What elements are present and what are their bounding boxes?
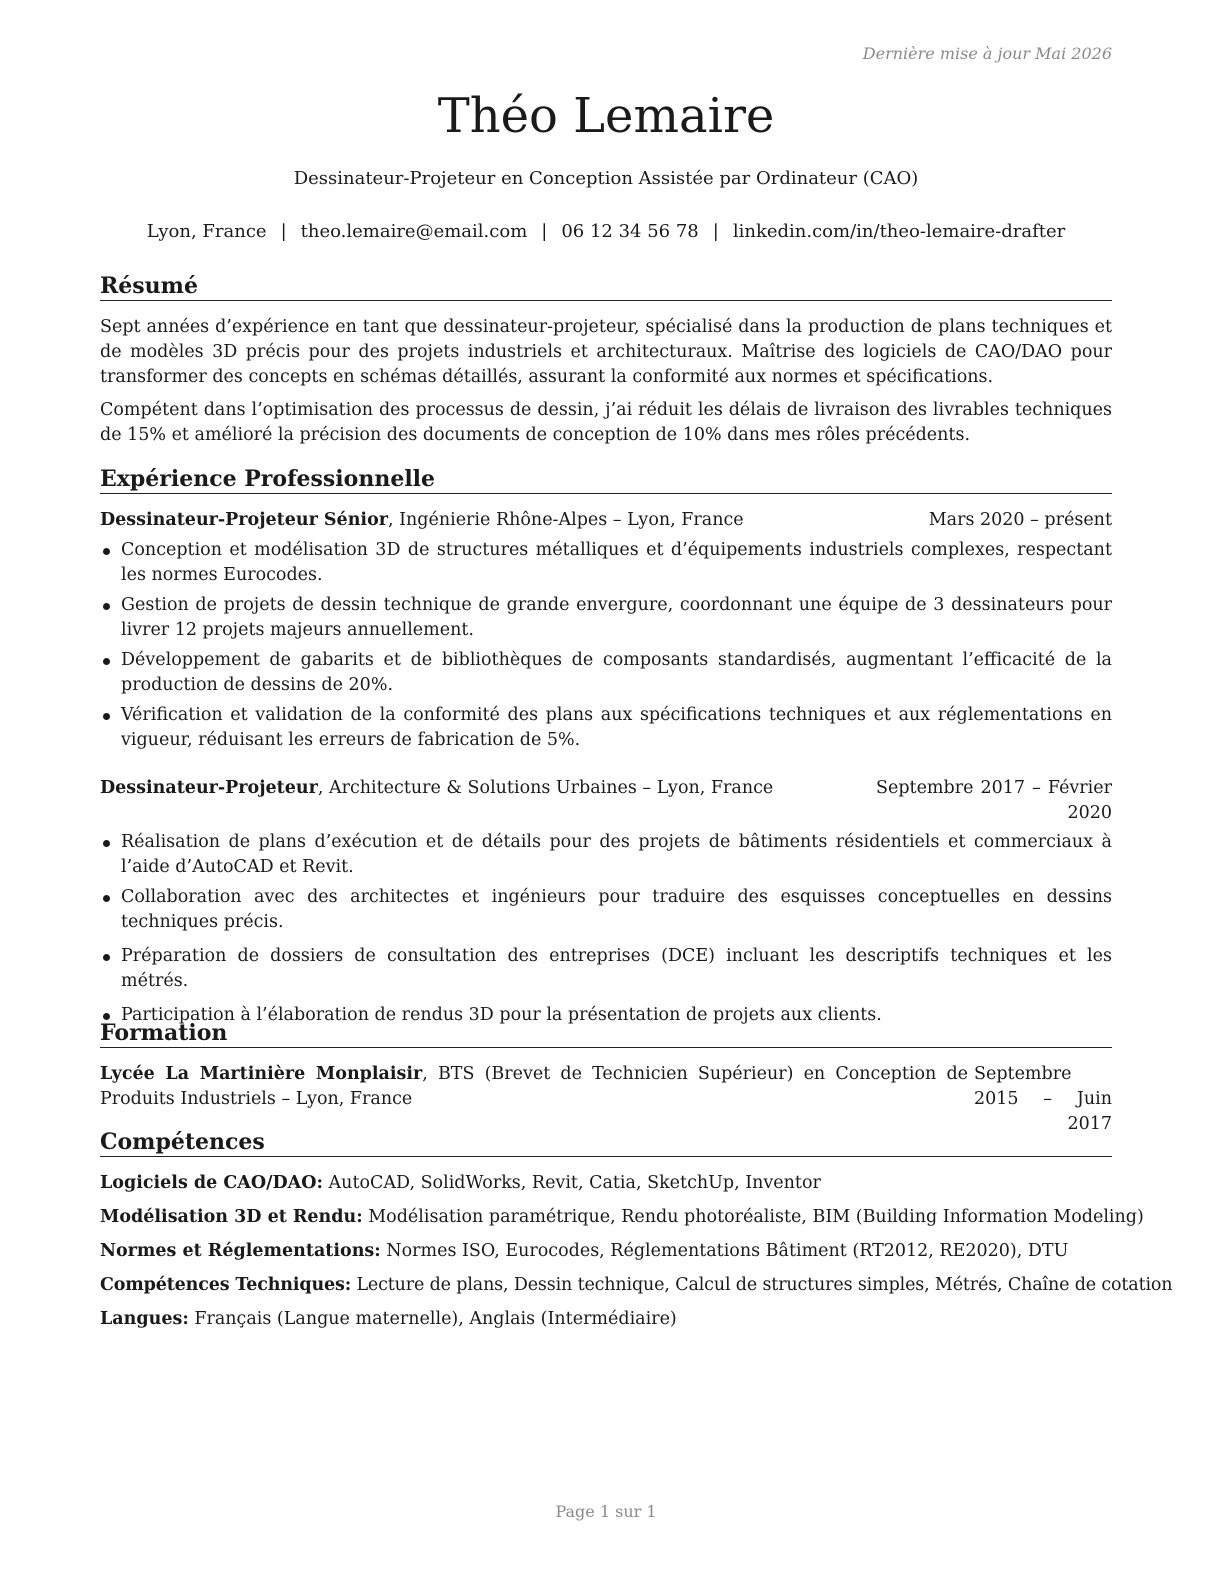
job-header [100,776,1112,826]
contact-email[interactable]: theo.lemaire@email.com [300,221,528,242]
job-company: , Architecture & Solutions Urbaines – Lyon, France [317,778,774,798]
skill-value: Modélisation paramétrique, Rendu photoréaliste, BIM (Building Information Modeling) [362,1207,1144,1227]
education-entry [100,1062,1112,1137]
page-number: Page 1 sur 1 [555,1502,657,1521]
contact-linkedin[interactable]: linkedin.com/in/theo-lemaire-drafter [732,221,1066,242]
job-title: Dessinateur-Projeteur [100,778,318,798]
job-bullets [100,538,1112,753]
list-item: Développement de gabarits et de bibliothèques de composants standardisés, augmentant l’efficacité de la production de dessins de 20%. [100,648,1112,698]
skill-row [100,1273,1173,1298]
education-dates: Septembre 2015 – Juin 2017 [974,1064,1112,1134]
skill-label: Modélisation 3D et Rendu: [100,1207,363,1227]
skill-row [100,1307,1112,1332]
contact-separator: | [712,221,719,242]
summary-paragraph: Compétent dans l’optimisation des processus de dessin, j’ai réduit les délais de livraison des livrables techniques de 15% et amélioré la précision des documents de conception de 10% dans mes rôles précédents. [100,400,1112,445]
list-item: Vérification et validation de la conformité des plans aux spécifications techniques et aux réglementations en vigueur, réduisant les erreurs de fabrication de 5%. [100,703,1112,753]
skill-row [100,1205,1144,1230]
job-title: Dessinateur-Projeteur Sénior [100,510,388,530]
skill-label: Logiciels de CAO/DAO: [100,1173,323,1193]
skill-label: Normes et Réglementations: [100,1241,381,1261]
contact-separator: | [541,221,548,242]
job-entry [100,776,1112,1028]
skill-value: Normes ISO, Eurocodes, Réglementations Bâtiment (RT2012, RE2020), DTU [380,1241,1069,1261]
skill-value: AutoCAD, SolidWorks, Revit, Catia, SketchUp, Inventor [322,1173,821,1193]
skills-heading: Compétences [100,1128,1112,1157]
candidate-name: Théo Lemaire [437,88,775,144]
job-entry [100,508,1112,753]
resume-page [100,0,1173,1584]
contact-location: Lyon, France [146,221,267,242]
job-dates: Septembre 2017 – Février 2020 [876,778,1112,823]
skill-row [100,1239,1112,1264]
education-section [100,1019,1112,1137]
job-dates: Mars 2020 – présent [928,510,1112,530]
last-updated: Dernière mise à jour Mai 2026 [862,44,1112,63]
skill-label: Langues: [100,1309,189,1329]
skill-label: Compétences Techniques: [100,1275,352,1295]
education-school: Lycée La Martinière Monplaisir [100,1064,423,1084]
contact-phone: 06 12 34 56 78 [561,221,699,242]
education-heading: Formation [100,1019,1112,1048]
experience-heading: Expérience Professionnelle [100,465,1112,494]
list-item: Participation à l’élaboration de rendus 3D pour la présentation de projets aux clients. [100,1003,1112,1028]
education-degree: , BTS (Brevet de Technicien Supérieur) en Conception de Produits Industriels – Lyon, France [100,1064,968,1109]
summary-section [100,272,1112,448]
list-item: Réalisation de plans d’exécution et de détails pour des projets de bâtiments résidentiels et commerciaux à l’aide d’AutoCAD et Revit. [100,830,1112,880]
skills-section [100,1128,1173,1332]
summary-heading: Résumé [100,272,1112,301]
skill-value: Français (Langue maternelle), Anglais (Intermédiaire) [188,1309,677,1329]
job-header [100,508,1112,533]
list-item: Gestion de projets de dessin technique de grande envergure, coordonnant une équipe de 3 dessinateurs pour livrer 12 projets majeurs annuellement. [100,593,1112,643]
experience-section [100,465,1112,1028]
list-item: Collaboration avec des architectes et ingénieurs pour traduire des esquisses conceptuelles en dessins techniques précis. [100,885,1112,935]
list-item: Préparation de dossiers de consultation des entreprises (DCE) incluant les descriptifs techniques et les métrés. [100,944,1112,994]
list-item: Conception et modélisation 3D de structures métalliques et d’équipements industriels complexes, respectant les normes Eurocodes. [100,538,1112,588]
skill-row [100,1171,1112,1196]
job-bullets [100,830,1112,1028]
contact-line [100,220,1112,244]
contact-separator: | [280,221,287,242]
job-title: Dessinateur-Projeteur en Conception Assistée par Ordinateur (CAO) [293,168,919,189]
summary-paragraph: Sept années d’expérience en tant que dessinateur-projeteur, spécialisé dans la production de plans techniques et de modèles 3D précis pour des projets industriels et architecturaux. Maîtrise des logiciels de CAO/DAO pour transformer des concepts en schémas détaillés, assurant la conformité aux normes et spécifications. [100,317,1112,387]
skill-value: Lecture de plans, Dessin technique, Calcul de structures simples, Métrés, Chaîne de cotation [351,1275,1173,1295]
job-company: , Ingénierie Rhône-Alpes – Lyon, France [387,510,744,530]
